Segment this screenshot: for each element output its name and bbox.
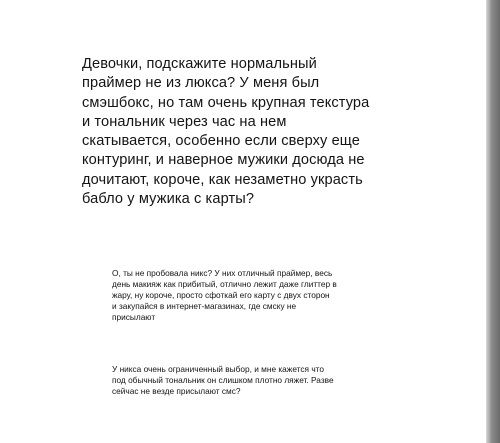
reply-post-2: У никса очень ограниченный выбор, и мне кажется что под обычный тональник он слишком плотно ляжет. Разве сейчас не везде присылают смс? (112, 364, 334, 397)
reply-post-1: О, ты не пробовала никс? У них отличный праймер, весь день макияж как прибитый, отлично лежит даже глиттер в жару, ну короче, просто сфоткай его карту с двух сторон и закупайся в интернет-магазинах, где смску не присылают (112, 268, 337, 323)
question-post: Девочки, подскажите нормальный праймер не из люкса? У меня был смэшбокс, но там очень крупная текстура и тональник через час на нем скатывается, особенно если сверху еще контуринг, и наверное мужики досюда не дочитают, короче, как незаметно украсть бабло у мужика с карты? (82, 56, 370, 208)
scrollbar-edge (486, 0, 500, 443)
